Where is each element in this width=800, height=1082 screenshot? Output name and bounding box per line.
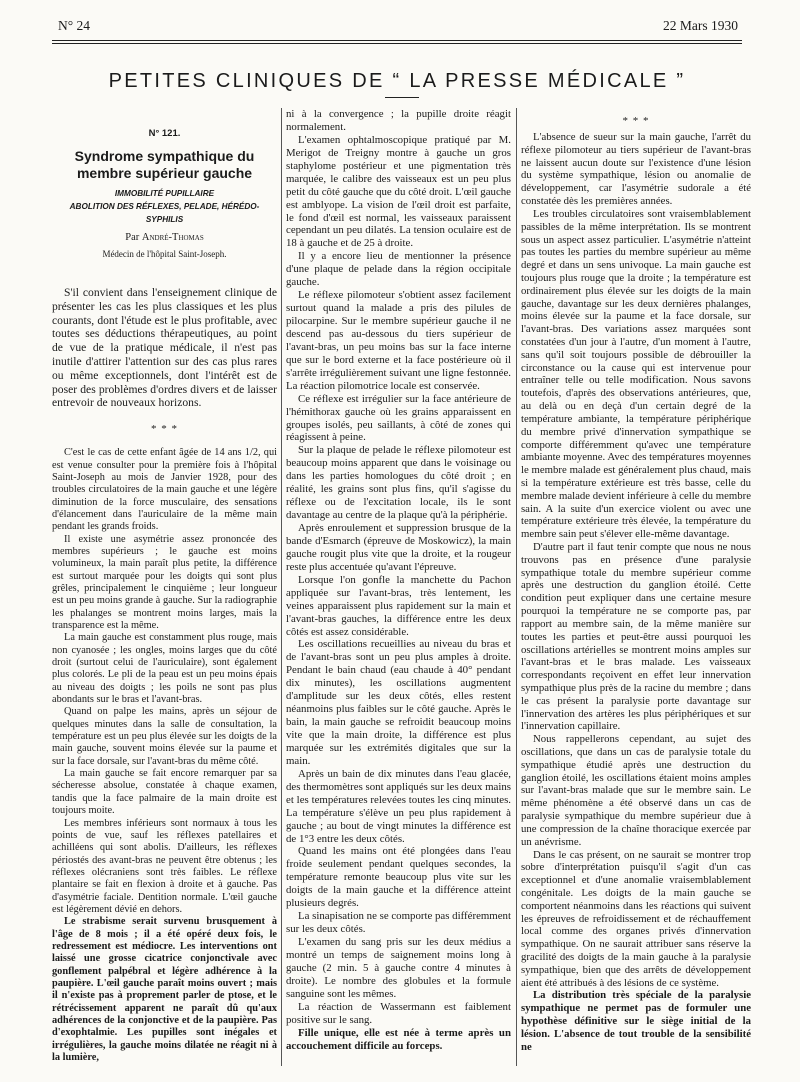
paragraph: Nous rappellerons cependant, au sujet des oscillations, que dans un cas de paralysie totale du sympathique étudié après une destruction du ganglion étoilé, les oscillations étaient moins amples sur l'avant-bras malade que sur le membre sain. Le même phénomène a été observé dans un cas de paralysie sympathique du membre supérieur due à une compression de la chaîne thoracique exercée par un anévrisme. — [521, 733, 751, 848]
issue-number: N° 24 — [58, 18, 91, 33]
paragraph: Les oscillations recueillies au niveau du bras et de l'avant-bras sont un peu plus amples à droite. Pendant le bain chaud (eau chaude à 40° pendant dix minutes), les oscillations augmentent d'amplitude sur les deux côtés, elles restent néanmoins plus faibles sur le côté gauche. Après le bain, la main gauche se refroidit beaucoup moins vite que la main droite, la différence est plus marquée sur les extrémités digitales que sur la main. — [286, 638, 511, 767]
article-subtitle: ABOLITION DES RÉFLEXES, PELADE, HÉRÉDO-SYPHILIS — [69, 202, 260, 225]
column-2 — [286, 108, 511, 1052]
paragraph: Quand les mains ont été plongées dans l'eau froide seulement pendant quelques secondes, la température remonte beaucoup plus vite sur les doigts de la main gauche et la différence atteint plusieurs degrés. — [286, 845, 511, 910]
paragraph: Les troubles circulatoires sont vraisemblablement passibles de la même interprétation. Ils se montrent sous un aspect assez particulier. L'asymétrie n'atteint pas toutes les parties du membre supérieur au même degré et dans un sens univoque. La main gauche est toujours plus rouge que la droite ; la température est ordinairement plus élevée sur les doigts de la main gauche, davantage sur les deux dernières phalanges, moins élevée sur la paume et la face dorsale, sur l'avant-bras. Des variations assez marquées sont constatées d'un jour à l'autre, d'un moment à l'autre, sans qu'il soit toujours possible de débrouiller la circonstance ou la cause qui est intervenue pour entraîner telle ou telle modification. Nous savons toutefois, d'après des observations antérieures, que, au delà ou en deçà d'un certain degré de la température ambiante, la température périphérique du membre privé d'innervation sympathique se comporte différemment qu'avec une température ambiante moyenne. Avec des températures moyennes le membre malade est généralement plus chaud, mais si la température extérieure est très basse, celle du membre malade devient inférieure à celle du membre sain. A la suite d'un exercice violent ou avec une température extérieure très élevée, la température du membre sain peut s'élever elle-même davantage. — [521, 207, 751, 541]
intro — [52, 286, 277, 410]
paragraph: La sinapisation ne se comporte pas différemment sur les deux côtés. — [286, 910, 511, 936]
paragraph: Les membres inférieurs sont normaux à tous les points de vue, sauf les réflexes patellaires et achilléens qui sont abolis. D'ailleurs, les réflexes périostés des avant-bras ne peuvent être obtenus ; les réflexes olécraniens sont très faibles. Le réflexe plantaire se fait en flexion à droite et à gauche. Pas d'asymétrie faciale. Dentition normale. L'œil gauche est légèrement dévié en dehors. — [52, 817, 277, 915]
paragraph: Ce réflexe est irrégulier sur la face antérieure de l'hémithorax gauche où les grains apparaissent en groupes isolés, peu saillants, à côté de zones qui réagissent à peine. — [286, 392, 511, 444]
paragraph: Après enroulement et suppression brusque de la bande d'Esmarch (épreuve de Moskowicz), la main gauche rougit plus vite que la droite, et la rougeur reste plus accentuée qu'avant l'épreuve. — [286, 522, 511, 573]
author-prefix: Par — [125, 232, 140, 244]
article-subtitle: IMMOBILITÉ PUPILLAIRE — [114, 189, 215, 199]
paragraph: L'absence de sueur sur la main gauche, l'arrêt du réflexe pilomoteur au tiers supérieur de l'avant-bras ne laissent aucun doute sur l'existence d'une lésion du système sympathique, lésion ou anomalie de développement, car l'asymétrie sudorale a été constatée dès les premières années. — [521, 131, 751, 208]
column-divider — [516, 108, 517, 1066]
paragraph: Quand on palpe les mains, après un séjour de quelques minutes dans la salle de consultation, la température est un peu plus élevée sur les doigts de la main gauche, souvent moins élevée sur la paume et sur la face dorsale, sur l'avant-bras du même côté. — [52, 706, 277, 767]
column-3 — [521, 108, 751, 1054]
header-rule-thin — [52, 43, 742, 44]
paragraph: Sur la plaque de pelade le réflexe pilomoteur est beaucoup moins apparent que dans le voisinage ou dans les parties homologues du côté droit ; en réalité, les grains sont plus fins, qu'il s'agisse du réflexe ou de l'excitation locale, ils le sont davantage au centre de la plaque qu'à la périphérie. — [286, 444, 511, 522]
issue-date: 22 Mars 1930 — [663, 18, 738, 33]
paragraph: Le réflexe pilomoteur s'obtient assez facilement surtout quand la malade a pris des pilules de pilocarpine. Sur le membre supérieur gauche il ne descend pas au-dessous du tiers supérieur de l'avant-bras, un peu moins bas sur la face interne que sur le bord externe et la face postérieure où il s'arrête irrégulièrement suivant une ligne festonnée. La réaction pilomotrice locale est conservée. — [286, 289, 511, 392]
section-banner: PETITES CLINIQUES DE “ LA PRESSE MÉDICALE ” — [108, 70, 686, 92]
paragraph: Il existe une asymétrie assez prononcée des membres supérieurs ; le gauche est moins volumineux, la main paraît plus petite, la différence est surtout marquée pour les doigts qui sont plus grêles, principalement le cinquième ; leur longueur est un peu moins grande à gauche. Sur la radiographie les phalanges se montrent moins larges, mais la transparence est la même. — [52, 533, 277, 632]
column-1 — [52, 108, 277, 1064]
author-affiliation: Médecin de l'hôpital Saint-Joseph. — [102, 248, 227, 259]
paragraph: La main gauche est constamment plus rouge, mais non cyanosée ; les ongles, moins larges que du côté droit (surtout celui de l'auriculaire), sont également plus colorés. Le pli de la peau est un peu moins épais au niveau des doigts ; les poils ne sont pas plus abondants sur le bras et l'avant-bras. — [52, 632, 277, 706]
paragraph: Le strabisme serait survenu brusquement à l'âge de 8 mois ; il a été opéré deux fois, le redressement est médiocre. Les interventions ont laissé une grosse cicatrice conjonctivale avec gonflement palpébral et légère adhérence à la paupière. L'œil gauche paraît moins ouvert ; mais il n'existe pas à proprement parler de ptose, et le rétrécissement apparent ne paraît dû qu'aux adhérences de la conjonctive et de la paupière. Pas d'exophtalmie. Les pupilles sont inégales et irrégulières, la gauche moins dilatée ne réagit ni à la lumière, — [52, 916, 277, 1064]
paragraph: L'examen du sang pris sur les deux médius a montré un temps de saignement moins long à gauche (2 min. 5 à gauche contre 4 minutes à droite). Le nombre des globules et la formule sanguine sont les mêmes. — [286, 936, 511, 1000]
article-title: Syndrome sympathique du membre supérieur gauche — [74, 148, 255, 182]
paragraph: La distribution très spéciale de la paralysie sympathique ne permet pas de formuler une hypothèse définitive sur le siège initial de la lésion. L'absence de tout trouble de la sensibilité ne — [521, 989, 751, 1053]
author-name: André-Thomas — [141, 232, 204, 244]
paragraph: Lorsque l'on gonfle la manchette du Pachon appliquée sur l'avant-bras, très lentement, les veines apparaissent plus rapidement sur la main et l'avant-bras gauches, la différence entre les deux côtés est assez considérable. — [286, 573, 511, 638]
paragraph: La main gauche se fait encore remarquer par sa sécheresse absolue, constatée à chaque examen, tandis que la face palmaire de la main droite est toujours moite. — [52, 768, 277, 817]
paragraph: Fille unique, elle est née à terme après un accouchement difficile au forceps. — [286, 1026, 511, 1052]
paragraph: La réaction de Wassermann est faiblement positive sur le sang. — [286, 1000, 511, 1026]
header-rule — [52, 40, 742, 41]
paragraph: S'il convient dans l'enseignement clinique de présenter les cas les plus classiques et les plus courants, dont l'étude est le plus profitable, avec toutes ses déductions thérapeutiques, au point de vue de la pratique médicale, il n'est pas inutile d'attirer l'attention sur des cas plus rares ou même exceptionnels, dont l'intérêt est de poser des problèmes d'ordres divers et de laisser entrevoir de nouveaux horizons. — [52, 286, 277, 410]
banner-underline — [385, 97, 419, 98]
paragraph: Après un bain de dix minutes dans l'eau glacée, des thermomètres sont appliqués sur les deux mains et les températures relevées toutes les cinq minutes. La température s'élève un peu plus rapidement à gauche ; au bout de vingt minutes la différence est de 1°3 entre les deux côtés. — [286, 767, 511, 845]
section-mark: * * * — [622, 115, 650, 127]
section-mark: * * * — [151, 423, 178, 436]
paragraph: Il y a encore lieu de mentionner la présence d'une plaque de pelade dans la région occipitale gauche. — [286, 250, 511, 289]
column-divider — [281, 108, 282, 1066]
paragraph: Dans le cas présent, on ne saurait se montrer trop sobre d'interprétation puisqu'il s'agit d'un cas exceptionnel et d'une anomalie vraisemblablement congénitale. Les doigts de la main gauche se comportent néanmoins dans les réactions qui suivent les épreuves de refroidissement et de réchauffement local comme des organes privés d'innervation sympathique. On ne saurait attribuer sans réserve la gracilité des doigts de la main gauche à la paralysie sympathique, bien que des arrêts de développement aient été attribués à des lésions de ce système. — [521, 848, 751, 989]
paragraph: C'est le cas de cette enfant âgée de 14 ans 1/2, qui est venue consulter pour la première fois à l'hôpital Saint-Joseph au mois de Janvier 1928, pour des troubles circulatoires de la main gauche et une légère diminution de la force musculaire, des sensations d'élancement dans l'auriculaire de la même main pendant les grands froids. — [52, 447, 277, 533]
paragraph: D'autre part il faut tenir compte que nous ne nous trouvons pas en présence d'une paralysie sympathique totale du membre supérieur comme après une destruction du ganglion étoilé. Cette condition peut expliquer dans une certaine mesure pourquoi la température ne se comporte pas, par rapport au membre sain, de la même manière sur toutes les parties et peut-être aussi pourquoi les oscillations artérielles se montrent moins amples sur l'avant-bras et le bras malade. Les vaisseaux correspondants reçoivent en effet leur innervation sympathique plus près de la racine du membre ; dans le cas présent la paralysie porte davantage sur l'innervation des artères les plus périphériques et sur l'innervation capillaire. — [521, 541, 751, 733]
article-number: N° 121. — [148, 128, 181, 139]
paragraph: ni à la convergence ; la pupille droite réagit normalement. — [286, 108, 511, 133]
author-line — [52, 232, 277, 244]
running-header — [58, 18, 738, 36]
paragraph: L'examen ophtalmoscopique pratiqué par M. Merigot de Treigny montre à gauche un gros staphylome postérieur et une pigmentation très marquée, le calibre des vaisseaux est un peu plus petit du côté gauche que du côté droit. L'œil gauche est amblyope. La vision de l'œil droit est parfaite, le fond d'œil est normal, les vaisseaux paraissent cependant un peu dilatés. La tension oculaire est de 18 à gauche et de 25 à droite. — [286, 133, 511, 250]
